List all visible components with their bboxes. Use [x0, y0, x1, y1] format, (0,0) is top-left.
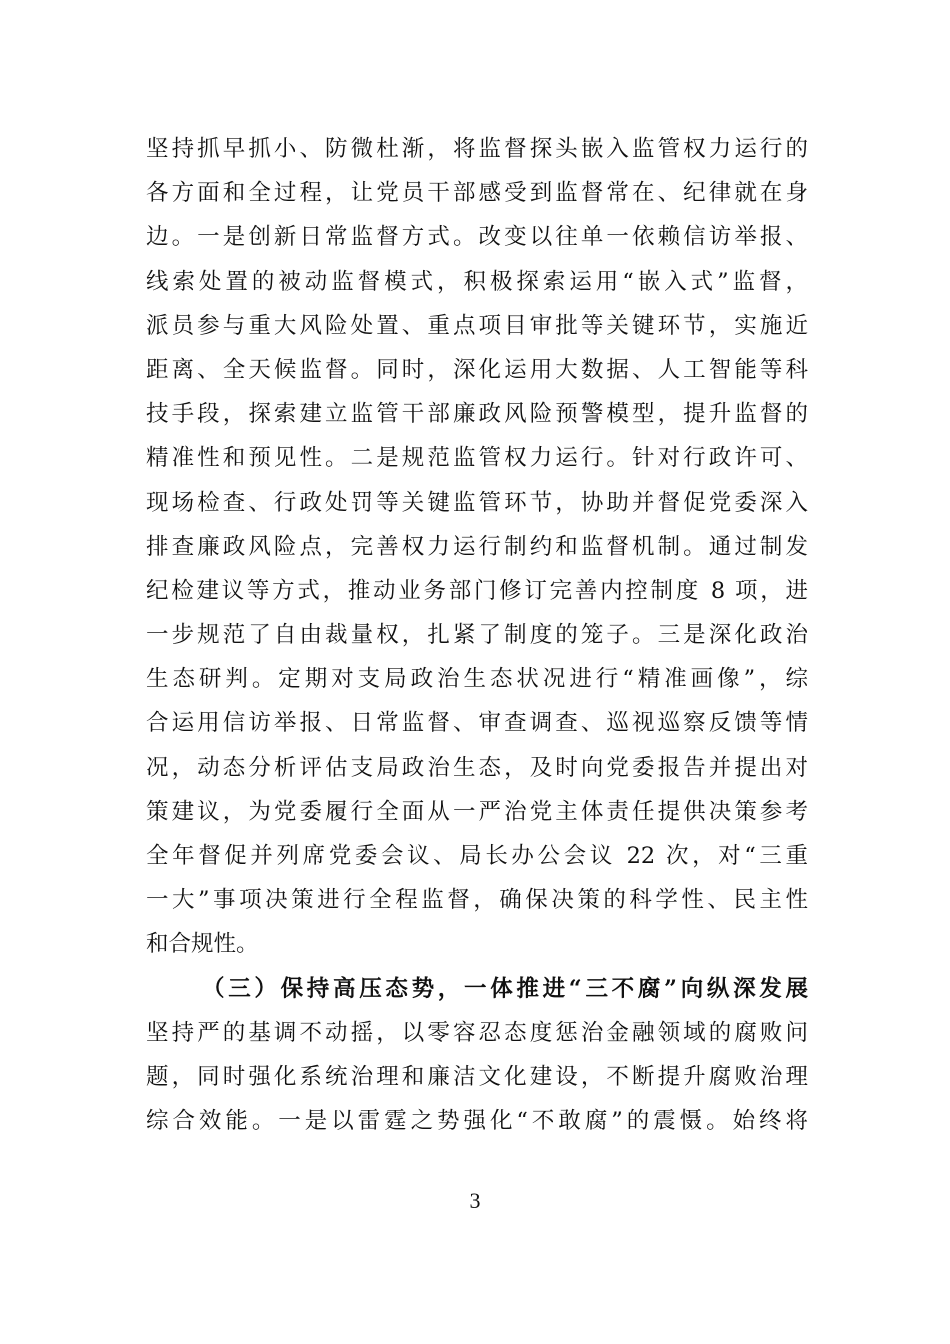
text-line: 距离、全天候监督。同时，深化运用大数据、人工智能等科 — [146, 356, 808, 383]
text-line: 派员参与重大风险处置、重点项目审批等关键环节，实施近 — [146, 312, 808, 339]
text-line: 技手段，探索建立监管干部廉政风险预警模型，提升监督的 — [146, 401, 808, 428]
text-line: 线索处置的被动监督模式，积极探索运用“嵌入式”监督， — [146, 268, 808, 295]
text-line: 一步规范了自由裁量权，扎紧了制度的笼子。三是深化政治 — [146, 622, 808, 649]
text-line: 排查廉政风险点，完善权力运行制约和监督机制。通过制发 — [146, 533, 808, 560]
text-line: 现场检查、行政处罚等关键监管环节，协助并督促党委深入 — [146, 489, 808, 516]
text-line: 况，动态分析评估支局政治生态，及时向党委报告并提出对 — [146, 754, 808, 781]
text-line: 生态研判。定期对支局政治生态状况进行“精准画像”，综 — [146, 666, 808, 693]
text-line: 坚持抓早抓小、防微杜渐，将监督探头嵌入监管权力运行的 — [146, 136, 808, 162]
text-line: 题，同时强化系统治理和廉洁文化建设，不断提升腐败治理 — [146, 1063, 808, 1090]
text-line: 边。一是创新日常监督方式。改变以往单一依赖信访举报、 — [146, 224, 808, 251]
text-line: 坚持严的基调不动摇，以零容忍态度惩治金融领域的腐败问 — [146, 1019, 808, 1046]
text-line: 合运用信访举报、日常监督、审查调查、巡视巡察反馈等情 — [146, 710, 808, 737]
body-text — [146, 127, 808, 1143]
section-heading: （三）保持高压态势，一体推进“三不腐”向纵深发展 — [202, 975, 808, 1002]
text-line: 综合效能。一是以雷霆之势强化“不敢腐”的震慑。始终将 — [146, 1108, 808, 1135]
text-line: 精准性和预见性。二是规范监管权力运行。针对行政许可、 — [146, 445, 808, 472]
text-line: 各方面和全过程，让党员干部感受到监督常在、纪律就在身 — [146, 180, 808, 207]
page-number: 3 — [469, 1188, 481, 1213]
text-line: 全年督促并列席党委会议、局长办公会议 22 次，对“三重 — [146, 843, 808, 869]
text-line: 纪检建议等方式，推动业务部门修订完善内控制度 8 项，进 — [146, 577, 808, 604]
text-line: 一大”事项决策进行全程监督，确保决策的科学性、民主性 — [146, 887, 808, 914]
text-line: 和合规性。 — [146, 931, 259, 958]
text-line: 策建议，为党委履行全面从一严治党主体责任提供决策参考 — [146, 798, 808, 825]
